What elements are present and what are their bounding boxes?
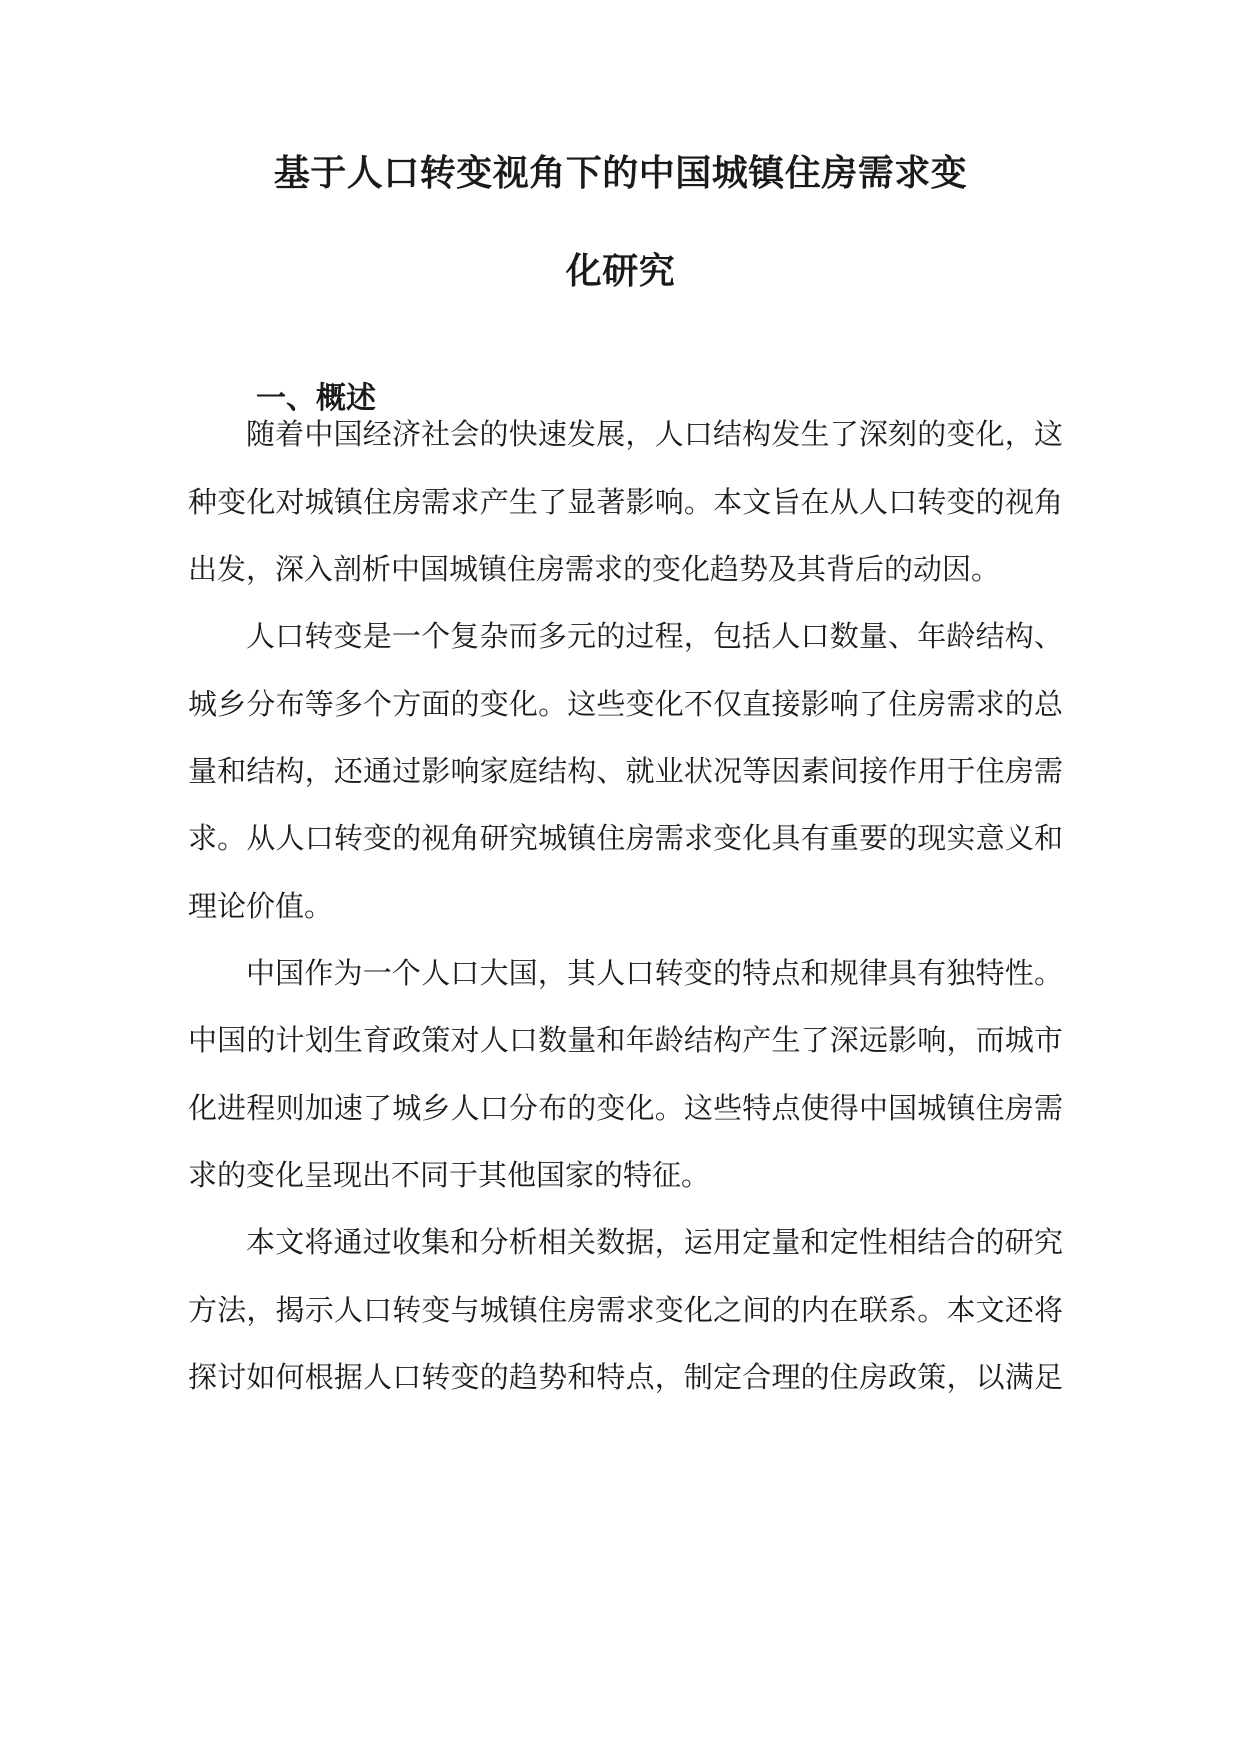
body-line: 出发，深入剖析中国城镇住房需求的变化趋势及其背后的动因。 [188, 552, 1001, 586]
body-line: 理论价值。 [188, 889, 334, 923]
body-line: 本文将通过收集和分析相关数据，运用定量和定性相结合的研究 [246, 1225, 1063, 1259]
document-title-line-1: 基于人口转变视角下的中国城镇住房需求变 [273, 153, 968, 194]
body-line: 中国的计划生育政策对人口数量和年龄结构产生了深远影响，而城市 [188, 1023, 1063, 1057]
body-line: 人口转变是一个复杂而多元的过程，包括人口数量、年龄结构、 [246, 619, 1063, 653]
body-line: 量和结构，还通过影响家庭结构、就业状况等因素间接作用于住房需 [188, 754, 1063, 788]
body-line: 化进程则加速了城乡人口分布的变化。这些特点使得中国城镇住房需 [188, 1091, 1063, 1125]
body-line: 求的变化呈现出不同于其他国家的特征。 [188, 1158, 711, 1192]
body-line: 求。从人口转变的视角研究城镇住房需求变化具有重要的现实意义和 [188, 821, 1063, 855]
body-line: 中国作为一个人口大国，其人口转变的特点和规律具有独特性。 [246, 956, 1063, 990]
document-title-line-2: 化研究 [565, 251, 676, 292]
body-line: 随着中国经济社会的快速发展，人口结构发生了深刻的变化，这 [246, 417, 1063, 451]
body-line: 方法，揭示人口转变与城镇住房需求变化之间的内在联系。本文还将 [188, 1293, 1063, 1327]
section-heading: 一、概述 [256, 381, 376, 416]
body-line: 城乡分布等多个方面的变化。这些变化不仅直接影响了住房需求的总 [188, 687, 1063, 721]
body-line: 种变化对城镇住房需求产生了显著影响。本文旨在从人口转变的视角 [188, 485, 1063, 519]
body-line: 探讨如何根据人口转变的趋势和特点，制定合理的住房政策，以满足 [188, 1360, 1063, 1394]
